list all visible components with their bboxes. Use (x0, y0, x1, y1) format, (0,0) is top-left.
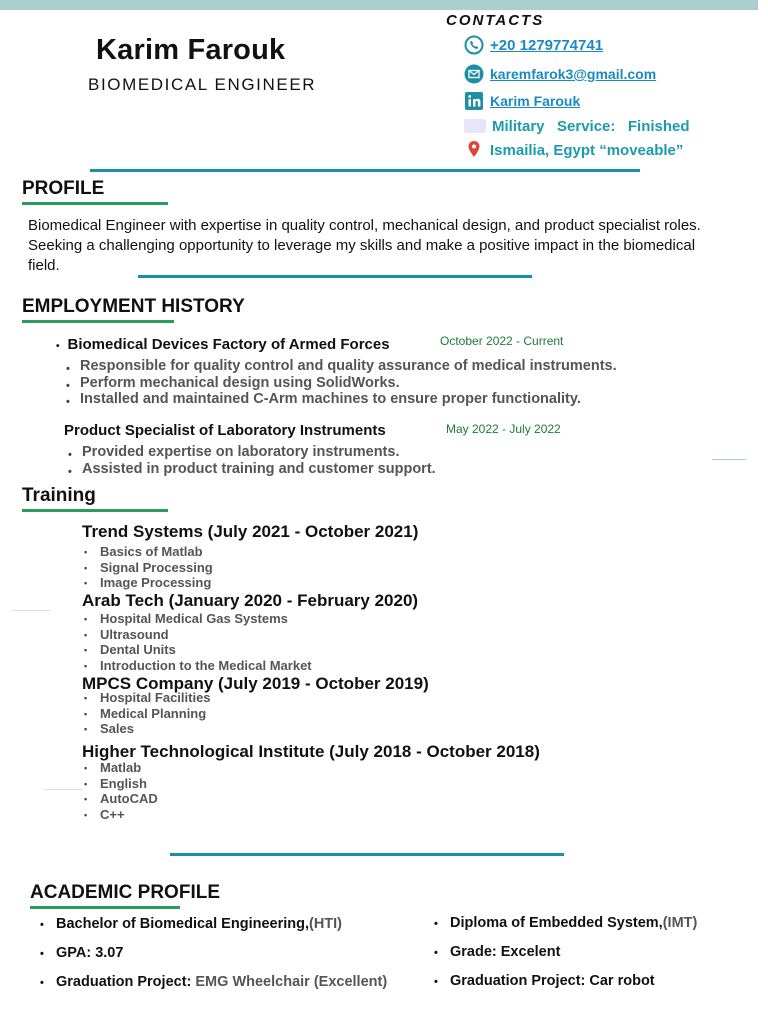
contacts-heading: CONTACTS (446, 12, 545, 29)
location-pin-icon (464, 140, 484, 160)
list-item: • Perform mechanical design using SolidWorks. (64, 375, 617, 392)
training-topics (82, 544, 213, 591)
email-link[interactable]: karemfarok3@gmail.com (490, 66, 657, 82)
academic-left-list (40, 910, 387, 997)
list-item: • Provided expertise on laboratory instruments. (66, 444, 436, 461)
military-icon (464, 116, 486, 136)
employment-underline (22, 320, 174, 323)
job-date: October 2022 - Current (440, 334, 564, 348)
employment-heading: EMPLOYMENT HISTORY (22, 296, 245, 317)
job-title: Product Specialist of Laboratory Instruments (64, 422, 386, 439)
training-heading: Training (22, 485, 96, 506)
candidate-name: Karim Farouk (96, 34, 286, 66)
location-text: Ismailia, Egypt “moveable” (490, 141, 684, 159)
contact-email[interactable] (464, 64, 656, 84)
list-item: • AutoCAD (82, 791, 158, 807)
list-item: • Signal Processing (82, 560, 213, 576)
list-item: • Assisted in product training and customer support. (66, 461, 436, 478)
list-item: • GPA: 3.07 (40, 945, 124, 961)
list-item: • Graduation Project: Car robot (434, 973, 655, 989)
list-item: • Image Processing (82, 575, 213, 591)
list-item: • Basics of Matlab (82, 544, 213, 560)
contact-location (464, 140, 683, 160)
section-divider (170, 853, 564, 856)
job-duties (66, 444, 436, 477)
list-item: • Matlab (82, 760, 158, 776)
section-divider (138, 275, 532, 278)
decorative-line (12, 610, 50, 611)
contact-phone[interactable] (464, 35, 603, 55)
decorative-line (44, 789, 82, 790)
list-item: • Graduation Project: EMG Wheelchair (Excellent) (40, 974, 388, 990)
list-item: • Bachelor of Biomedical Engineering,(HTI) (40, 916, 343, 932)
list-item: • Grade: Excelent (434, 944, 561, 960)
training-underline (22, 509, 168, 512)
list-item: • Sales (82, 721, 211, 737)
list-item: • Ultrasound (82, 627, 312, 643)
phone-icon (464, 35, 484, 55)
list-item: • C++ (82, 807, 158, 823)
list-item: • Hospital Facilities (82, 690, 211, 706)
linkedin-link[interactable]: Karim Farouk (490, 93, 581, 109)
phone-link[interactable]: +20 1279774741 (490, 36, 604, 54)
training-title: MPCS Company (July 2019 - October 2019) (82, 674, 429, 693)
list-item: • English (82, 776, 158, 792)
contact-military (464, 116, 690, 136)
academic-underline (30, 906, 180, 909)
academic-right-list (434, 909, 697, 996)
training-title: Trend Systems (July 2021 - October 2021) (82, 522, 419, 541)
list-item: • Dental Units (82, 642, 312, 658)
profile-text: Biomedical Engineer with expertise in quality control, mechanical design, and product specialist roles. Seeking a challenging opportunity to leverage my skills and make a positive impact in the biomedical field. (28, 217, 701, 274)
job-date: May 2022 - July 2022 (446, 422, 561, 436)
list-item: • Hospital Medical Gas Systems (82, 611, 312, 627)
candidate-title: BIOMEDICAL ENGINEER (88, 75, 317, 94)
list-item: • Diploma of Embedded System,(IMT) (434, 915, 698, 931)
email-icon (464, 64, 484, 84)
list-item: • Introduction to the Medical Market (82, 658, 312, 674)
training-topics (82, 690, 211, 737)
section-divider (90, 169, 640, 172)
military-status: Military Service: Finished (492, 117, 690, 135)
linkedin-icon (464, 91, 484, 111)
list-item: • Installed and maintained C-Arm machines to ensure proper functionality. (64, 391, 617, 408)
training-title: Higher Technological Institute (July 2018 - October 2018) (82, 742, 540, 761)
list-item: • Medical Planning (82, 706, 211, 722)
profile-underline (22, 202, 168, 205)
academic-heading: ACADEMIC PROFILE (30, 882, 220, 903)
profile-heading: PROFILE (22, 178, 105, 199)
decorative-line (712, 459, 746, 460)
training-topics (82, 611, 312, 673)
contact-linkedin[interactable] (464, 91, 580, 111)
training-topics (82, 760, 158, 822)
top-accent-bar (0, 0, 758, 10)
list-item: • Responsible for quality control and quality assurance of medical instruments. (64, 358, 617, 375)
job-title: • Biomedical Devices Factory of Armed Forces (56, 336, 390, 353)
training-title: Arab Tech (January 2020 - February 2020) (82, 591, 419, 610)
job-duties (64, 358, 617, 408)
